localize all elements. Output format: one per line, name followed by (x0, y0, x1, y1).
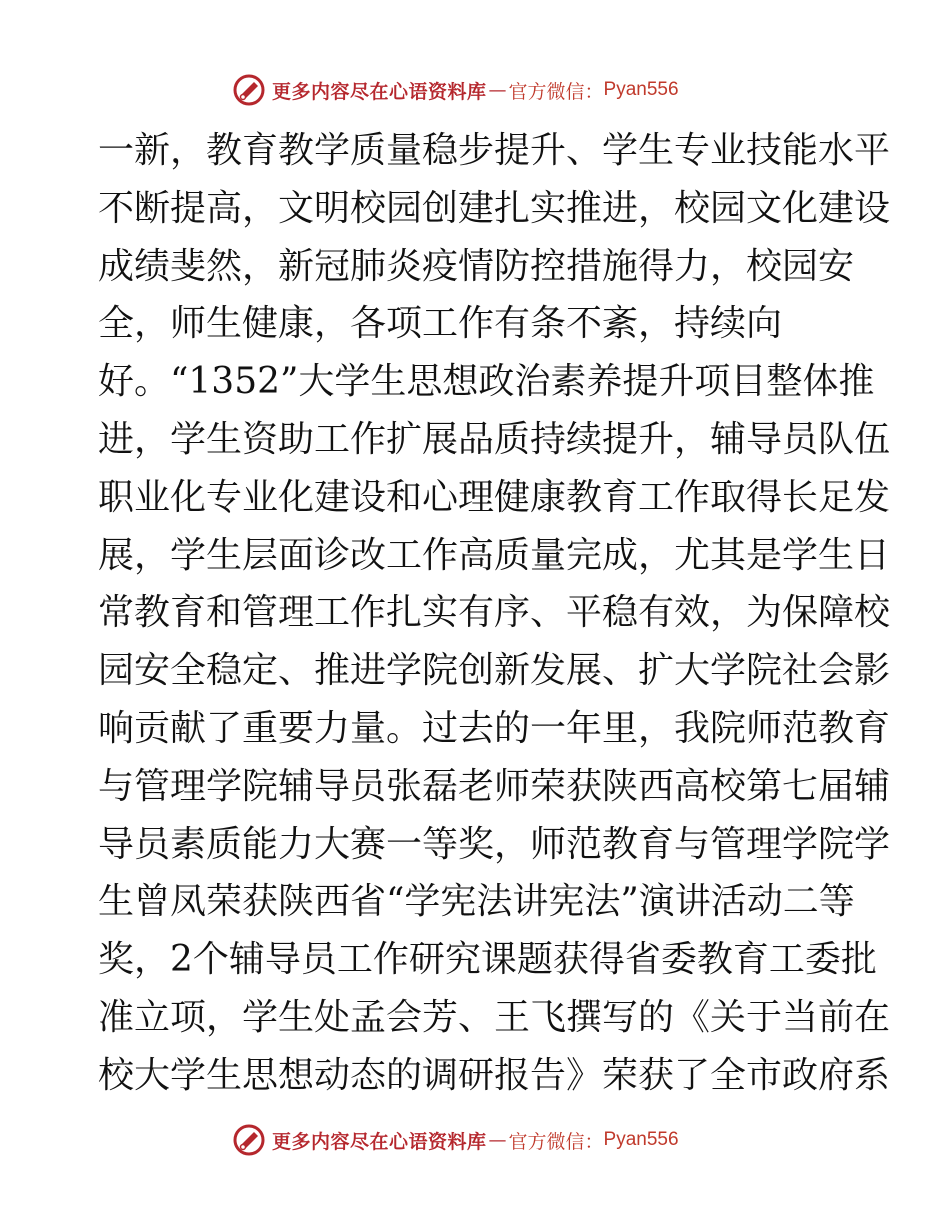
text-line: 与管理学院辅导员张磊老师荣获陕西高校第七届辅 (98, 765, 891, 807)
text-line: 校大学生思想动态的调研报告》荣获了全市政府系 (98, 1054, 891, 1096)
text-line: 一新，教育教学质量稳步提升、学生专业技能水平 (98, 130, 891, 171)
watermark-main-text: 更多内容尽在心语资料库 (272, 1130, 487, 1153)
text-line: 奖，2个辅导员工作研究课题获得省委教育工委批 (98, 939, 877, 981)
text-line: 职业化专业化建设和心理健康教育工作取得长足发 (98, 476, 891, 518)
text-line: 生曾凤荣获陕西省“学宪法讲宪法”演讲活动二等 (98, 881, 855, 923)
watermark-id: Pyan556 (603, 79, 679, 100)
brush-logo-icon (232, 73, 266, 107)
watermark-footer (232, 1120, 679, 1160)
watermark-main-text: 更多内容尽在心语资料库 (272, 80, 487, 103)
watermark-sub-text: 官方微信： (508, 80, 604, 103)
text-line: 准立项，学生处孟会芳、王飞撰写的《关于当前在 (98, 996, 891, 1038)
text-line: 园安全稳定、推进学院创新发展、扩大学院社会影 (98, 650, 891, 692)
text-line: 进，学生资助工作扩展品质持续提升，辅导员队伍 (98, 418, 891, 460)
watermark-separator: — (488, 79, 507, 101)
watermark-id: Pyan556 (603, 1129, 679, 1150)
brush-logo-icon (232, 1123, 266, 1157)
text-line: 常教育和管理工作扎实有序、平稳有效，为保障校 (98, 592, 891, 634)
watermark-header (232, 70, 679, 110)
body-text (98, 122, 891, 1105)
text-line: 好。“1352”大学生思想政治素养提升项目整体推 (98, 361, 875, 403)
text-line: 成绩斐然，新冠肺炎疫情防控措施得力，校园安 (98, 245, 855, 287)
text-line: 全，师生健康，各项工作有条不紊，持续向 (98, 303, 783, 345)
text-line: 响贡献了重要力量。过去的一年里，我院师范教育 (98, 707, 891, 749)
watermark-separator: — (488, 1129, 507, 1151)
watermark-sub-text: 官方微信： (508, 1130, 604, 1153)
text-line: 导员素质能力大赛一等奖，师范教育与管理学院学 (98, 823, 891, 865)
text-line: 不断提高，文明校园创建扎实推进，校园文化建设 (98, 187, 891, 229)
text-line: 展，学生层面诊改工作高质量完成，尤其是学生日 (98, 534, 891, 576)
